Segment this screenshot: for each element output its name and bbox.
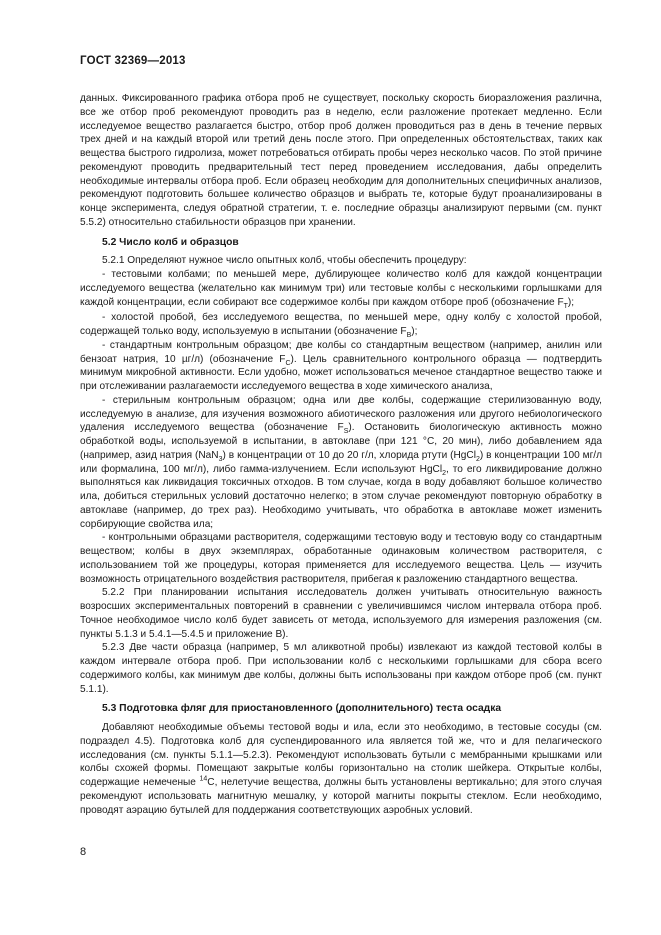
paragraph-5-2-2: 5.2.2 При планировании испытания исследователь должен учитывать относительную важность возросших экспериментальных повторений в сравнении с увеличившимся числом интервала отбора проб. Точное необходимое число колб будет зависеть от метода, используемого для измерения разложения (см. пункты 5.1.3 и 5.4.1—5.4.5 и приложение В).: [80, 587, 602, 640]
paragraph-5-2-1: 5.2.1 Определяют нужное число опытных колб, чтобы обеспечить процедуру:: [102, 255, 467, 267]
paragraph-5-2-3: 5.2.3 Две части образца (например, 5 мл аликвотной пробы) извлекают из каждой тестовой колбы в каждом интервале отбора проб. При использовании колб с несколькими горлышками для сбора всего содержимого колбы, как минимум две колбы, должны быть использованы при каждом отборе проб (см. пункт 5.1.1).: [80, 642, 602, 695]
section-heading-5-2: 5.2 Число колб и образцов: [102, 236, 239, 248]
list-item-sterile: - стерильным контрольным образцом; одна или две колбы, содержащие стерилизованную воду, исследуемую в анализе, для изучения возможного абиотического разложения или другого небиологического удаления исследуемого вещества (обозначение $F_S$). Остановить биологическую активность можно обработкой воды, используемой в испытании, в автоклаве (при 121 °C, 20 мин), либо добавлением яда (например, азид натрия (NaN$_3$) в концентрации от 10 до 20 г/л, хлорида ртути (HgCl$_2$) в концентрации 100 мг/л или формалина, 100 мг/л), либо гамма-излучением. Если используют HgCl$_2$, то его ликвидирование должно выполняться как ликвидация токсичных отходов. В том случае, когда в воду добавляют большое количество ила, добиться стерильных условий достаточно нелегко; в этом случае рекомендуют повторную обработку в автоклаве (например, до трех раз). Необходимо учитывать, что обработка в автоклаве может изменить сорбирующие свойства ила;: [80, 394, 602, 530]
list-item-solvent: - контрольными образцами растворителя, содержащими тестовую воду и тестовую воду со стандартным веществом; колбы в двух экземплярах, обработанные одинаковым количеством растворителя, с использованием той же процедуры, которая применяется для исследуемого вещества. Цель — изучить возможность отрицательного воздействия растворителя, прибегая к разложению стандартного вещества.: [80, 532, 602, 585]
list-item-blank: - холостой пробой, без исследуемого вещества, по меньшей мере, одну колбу с холостой пробой, содержащей только воду, используемую в испытании (обозначение $F_B$);: [80, 312, 602, 340]
section-heading-5-3: 5.3 Подготовка фляг для приостановленного (дополнительного) теста осадка: [102, 703, 502, 715]
paragraph-intro: данных. Фиксированного графика отбора проб не существует, поскольку скорость биоразложения различна, все же отбор проб рекомендуют проводить раз в неделю, если разложение протекает медленно. Если исследуемое вещество разлагается быстро, отбор проб должен проводиться раз в день в течение первых трех дней и на каждый второй или третий день после этого. При определенных обстоятельствах, таких как вещества быстрого гидролиза, может потребоваться отбирать пробы через несколько часов. По этой причине рекомендуют проводить предварительный тест перед проведением исследования, дабы определить необходимые интервалы отбора проб. Если образец необходим для дополнительных специфичных анализов, рекомендуют подготовить большее количество образцов и выбрать те, которые будут проанализированы в конце эксперимента, следуя обратной стратегии, т. е. последние образцы анализируют первыми (см. пункт 5.5.2) относительно стабильности образцов при хранении.: [80, 93, 602, 228]
page-number: 8: [80, 846, 87, 858]
list-item-test-flasks: - тестовыми колбами; по меньшей мере, дублирующее количество колб для каждой концентрации исследуемого вещества (желательно как минимум три) или тестовые колбы с несколькими горлышками для каждой концентрации, если собирают все содержимое колбы при каждом отборе проб (обозначение $F_T$);: [80, 269, 602, 310]
paragraph-5-3: Добавляют необходимые объемы тестовой воды и ила, если это необходимо, в тестовые сосуды (см. подраздел 4.5). Подготовка колб для суспендированного ила является той же, что и для пелагического исследования (см. пункты 5.1.1—5.2.3). Рекомендуют использовать бутыли с мембранными крышками или колбы схожей формы. Помещают закрытые колбы горизонтально на столик шейкера. Открытые колбы, содержащие немеченые $^{14}$C, нелетучие вещества, должны быть установлены вертикально; для этого случая рекомендуют использовать магнитную мешалку, у которой магниты покрыты стеклом. Если необходимо, проводят аэрацию бутылей для поддержания соответствующих аэробных условий.: [80, 722, 602, 816]
document-body: [80, 92, 602, 817]
page-header: ГОСТ 32369—2013: [80, 55, 186, 67]
list-item-standard: - стандартным контрольным образцом; две колбы со стандартным веществом (например, анилин или бензоат натрия, 10 µг/л) (обозначение $F_C$). Цель сравнительного контрольного образца — подтвердить минимум микробной активности. Если удобно, может использоваться меченое стандартное вещество также и при отслеживании разлагаемости исследуемого вещества в ходе химического анализа,: [80, 339, 602, 392]
